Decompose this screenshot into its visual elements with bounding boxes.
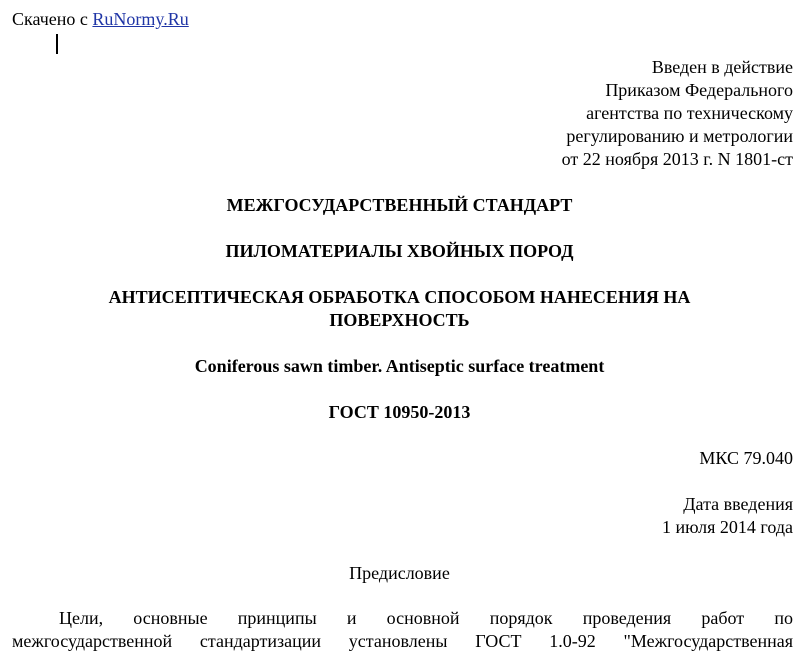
foreword-heading: Предисловие [349, 563, 450, 583]
intro-line-3: агентства по техническому [586, 103, 793, 123]
source-prefix: Скачено с [12, 9, 93, 29]
intro-date-label: Дата введения [683, 494, 793, 514]
document-subtitle-line-1: АНТИСЕПТИЧЕСКАЯ ОБРАБОТКА СПОСОБОМ НАНЕСЕНИЯ НА [108, 287, 691, 307]
mks-code: МКС 79.040 [699, 448, 793, 468]
foreword-line-1: Цели, основные принципы и основной порядок проведения работ по [59, 608, 793, 628]
intro-line-2: Приказом Федерального [605, 80, 793, 100]
intro-line-4: регулированию и метрологии [566, 126, 793, 146]
standard-type: МЕЖГОСУДАРСТВЕННЫЙ СТАНДАРТ [226, 195, 573, 215]
intro-date-value: 1 июля 2014 года [662, 517, 793, 537]
source-line [12, 9, 189, 30]
document-subtitle-line-2: ПОВЕРХНОСТЬ [329, 310, 470, 330]
intro-line-5: от 22 ноября 2013 г. N 1801-ст [561, 149, 793, 169]
gost-number: ГОСТ 10950-2013 [328, 402, 471, 422]
text-cursor [56, 34, 58, 54]
source-link[interactable]: RuNormy.Ru [92, 9, 189, 29]
intro-line-1: Введен в действие [651, 57, 793, 77]
document-title: ПИЛОМАТЕРИАЛЫ ХВОЙНЫХ ПОРОД [225, 241, 574, 261]
english-title: Coniferous sawn timber. Antiseptic surface treatment [194, 356, 605, 376]
foreword-paragraph [12, 607, 793, 653]
foreword-line-2: межгосударственной стандартизации установлены ГОСТ 1.0-92 "Межгосударственная [12, 631, 793, 651]
